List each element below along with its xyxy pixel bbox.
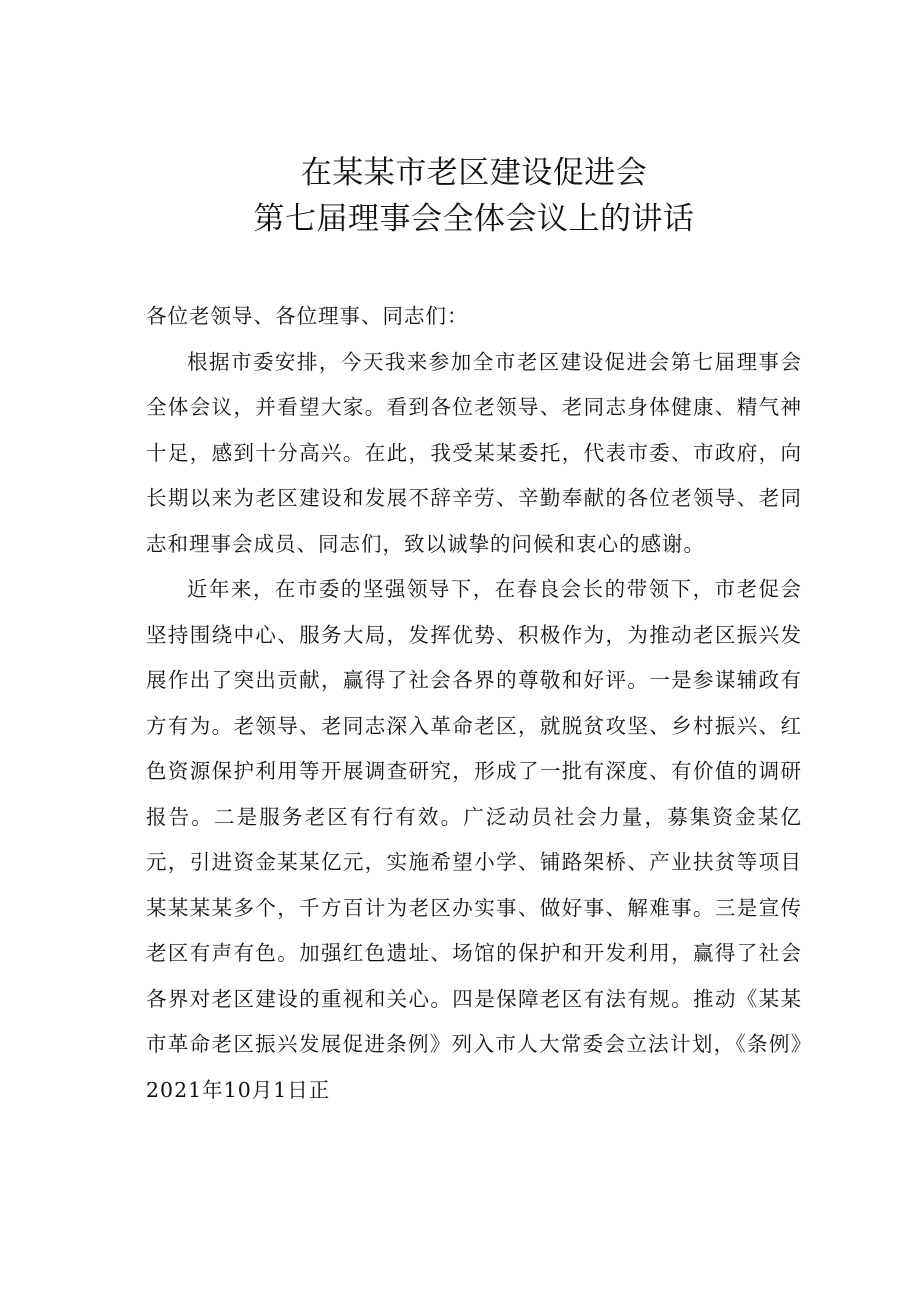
document-title [146,150,802,242]
speech-body [146,294,802,1113]
salutation: 各位老领导、各位理事、同志们： [146,304,469,328]
title-line-2: 第七届理事会全体会议上的讲话 [253,201,695,237]
paragraph-2: 近年来，在市委的坚强领导下，在春良会长的带领下，市老促会坚持围绕中心、服务大局，发挥优势、积极作为，为推动老区振兴发展作出了突出贡献，赢得了社会各界的尊敬和好评。一是参谋辅政有方有为。老领导、老同志深入革命老区，就脱贫攻坚、乡村振兴、红色资源保护利用等开展调查研究，形成了一批有深度、有价值的调研报告。二是服务老区有行有效。广泛动员社会力量，募集资金某亿元，引进资金某某亿元，实施希望小学、铺路架桥、产业扶贫等项目某某某某多个，千方百计为老区办实事、做好事、解难事。三是宣传老区有声有色。加强红色遗址、场馆的保护和开发利用，赢得了社会各界对老区建设的重视和关心。四是保障老区有法有规。推动《某某市革命老区振兴发展促进条例》列入市人大常委会立法计划，《条例》2021年10月1日正 [146,577,802,1102]
paragraph-1: 根据市委安排，今天我来参加全市老区建设促进会第七届理事会全体会议，并看望大家。看到各位老领导、老同志身体健康、精气神十足，感到十分高兴。在此，我受某某委托，代表市委、市政府，向长期以来为老区建设和发展不辞辛劳、辛勤奉献的各位老领导、老同志和理事会成员、同志们，致以诚挚的问候和衷心的感谢。 [146,349,802,556]
title-line-1: 在某某市老区建设促进会 [300,155,648,191]
